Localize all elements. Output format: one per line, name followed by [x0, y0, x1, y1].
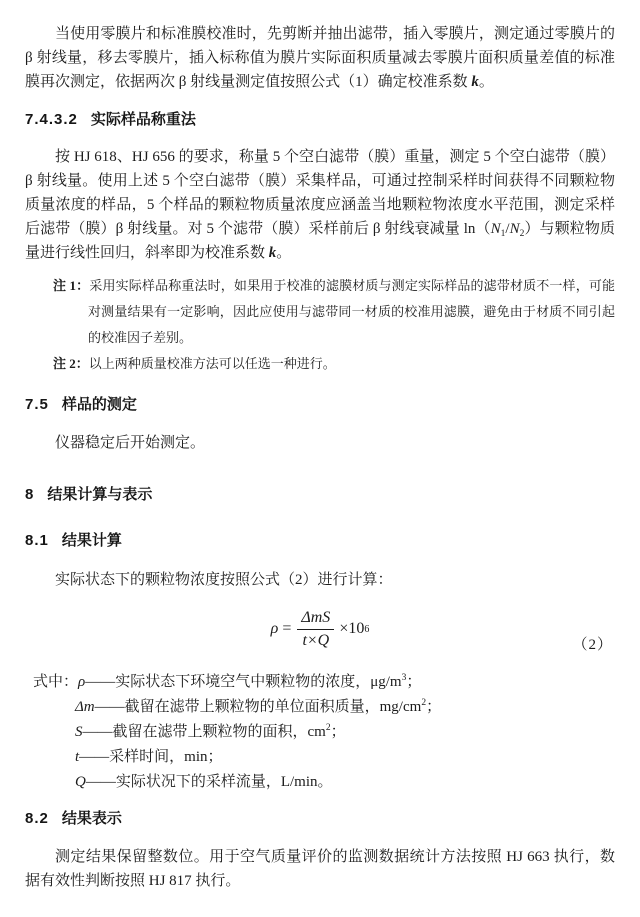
definition-line-rho — [25, 670, 615, 695]
note-2-text: 以上两种质量校准方法可以任选一种进行。 — [88, 356, 336, 371]
formula-lhs-rho: ρ — [270, 620, 279, 637]
heading-8-2 — [25, 809, 615, 829]
equation-number: （2） — [572, 637, 613, 653]
heading-number: 7.5 — [25, 396, 49, 413]
heading-7-4-3-2 — [25, 110, 615, 130]
note-1-text: 采用实际样品称重法时，如果用于校准的滤膜材质与测定实际样品的滤带材质不一样，可能对测量结果有一定影响，因此应使用与滤带同一材质的校准用滤膜，避免由于材质不同引起的校准因子差别。 — [88, 278, 615, 345]
subscript-2: 2 — [519, 229, 525, 239]
note-2-label: 注 2： — [53, 356, 89, 371]
fraction — [297, 608, 334, 651]
heading-number: 8 — [25, 486, 35, 503]
heading-7-5 — [25, 395, 615, 415]
definition-dash: —— — [79, 749, 110, 765]
paragraph-instrument-stable: 仪器稳定后开始测定。 — [55, 435, 206, 451]
equals-sign: = — [282, 620, 292, 637]
definition-tail: ； — [207, 749, 223, 765]
paragraph-result-expression: 测定结果保留整数位。用于空气质量评价的监测数据统计方法按照 HJ 663 执行，数据有效性判断按照 HJ 817 执行。 — [25, 849, 615, 889]
multiplier: ×10 — [339, 620, 365, 637]
fraction-denominator: t×Q — [297, 629, 334, 651]
heading-title: 结果计算与表示 — [47, 486, 153, 503]
definition-dash: —— — [94, 699, 125, 715]
paragraph-text: ）与颗粒物质量进行线性回归，斜率即为校准系数 — [25, 221, 615, 261]
definition-tail: ； — [406, 674, 422, 690]
paragraph-actual-sample-weighing — [25, 145, 615, 265]
variable-k: k — [268, 245, 277, 261]
note-1 — [25, 273, 615, 351]
heading-title: 结果计算 — [61, 532, 122, 549]
subscript-1: 1 — [500, 229, 506, 239]
note-1-label: 注 1： — [53, 278, 90, 293]
where-intro: 式中： — [33, 674, 79, 690]
definition-line-delta-m — [25, 695, 615, 720]
definition-tail: ； — [426, 699, 442, 715]
definition-line-q — [25, 770, 615, 795]
variable-n1: N — [490, 221, 501, 237]
definition-text: 截留在滤带上颗粒物的面积，cm — [112, 724, 326, 740]
definition-tail: 。 — [317, 774, 333, 790]
heading-8-1 — [25, 531, 615, 551]
definition-text: 实际状况下的采样流量，L/min — [115, 774, 318, 790]
paragraph-text: 当使用零膜片和标准膜校准时，先剪断并抽出滤带，插入零膜片，测定通过零膜片的 β 射线量，移去零膜片，插入标称值为膜片实际面积质量减去零膜片面积质量差值的标准膜再次测定，依据两次 β 射线量测定值按照公式（1）确定校准系数 — [25, 26, 615, 90]
paragraph-period: 。 — [478, 74, 494, 90]
heading-title: 实际样品称重法 — [90, 111, 196, 128]
exponent: 6 — [364, 623, 370, 635]
definition-symbol: Δm — [75, 699, 95, 715]
definition-symbol: ρ — [78, 674, 86, 690]
variable-n2: N — [509, 221, 520, 237]
note-2 — [25, 351, 615, 377]
paragraph-zero-membrane-calibration — [25, 22, 615, 94]
heading-number: 8.2 — [25, 810, 49, 827]
definition-superscript: 2 — [325, 723, 331, 733]
formula-expression — [271, 608, 370, 651]
definition-superscript: 3 — [401, 673, 407, 683]
where-definitions — [25, 670, 615, 795]
definition-symbol: S — [75, 724, 83, 740]
heading-8 — [25, 485, 615, 505]
variable-k: k — [471, 74, 479, 90]
paragraph-period: 。 — [276, 245, 292, 261]
definition-dash: —— — [82, 724, 113, 740]
slash: / — [505, 221, 510, 237]
definition-tail: ； — [330, 724, 346, 740]
definition-symbol: Q — [75, 774, 86, 790]
definition-symbol: t — [75, 749, 80, 765]
definition-text: 采样时间，min — [109, 749, 208, 765]
definition-text: 截留在滤带上颗粒物的单位面积质量，mg/cm — [124, 699, 422, 715]
heading-title: 结果表示 — [61, 810, 122, 827]
paragraph-formula-intro: 实际状态下的颗粒物浓度按照公式（2）进行计算： — [55, 572, 393, 588]
heading-number: 8.1 — [25, 532, 49, 549]
definition-line-s — [25, 720, 615, 745]
definition-dash: —— — [85, 774, 116, 790]
heading-number: 7.4.3.2 — [25, 111, 78, 128]
definition-dash: —— — [85, 674, 116, 690]
heading-title: 样品的测定 — [61, 396, 137, 413]
definition-superscript: 2 — [421, 698, 427, 708]
definition-line-t — [25, 745, 615, 770]
equation-2 — [25, 600, 615, 658]
paragraph-text: 按 HJ 618、HJ 656 的要求，称量 5 个空白滤带（膜）重量，测定 5 个空白滤带（膜）β 射线量。使用上述 5 个空白滤带（膜）采集样品，可通过控制采样时间获得不同颗粒物质量浓度的样品，5 个样品的颗粒物质量浓度应涵盖当地颗粒物浓度水平范围，测定采样后滤带（膜）β 射线量。对 5 个滤带（膜）采样前后 β 射线衰减量 ln（ — [25, 149, 615, 237]
fraction-numerator: ΔmS — [301, 608, 331, 626]
definition-text: 实际状态下环境空气中颗粒物的浓度，μg/m — [115, 674, 402, 690]
